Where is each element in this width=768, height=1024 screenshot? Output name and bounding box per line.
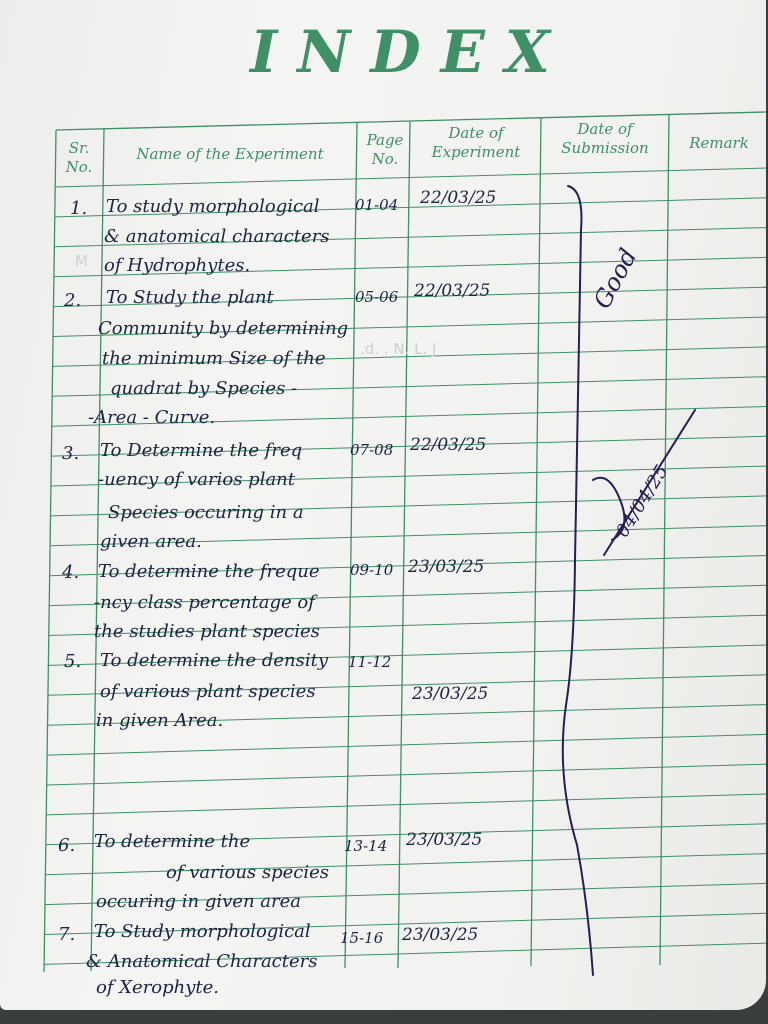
date-of-experiment: 23/03/25 [402,925,479,945]
date-of-experiment: 23/03/25 [412,684,489,704]
date-of-experiment: 23/03/25 [408,557,485,577]
page-no: 13-14 [344,837,388,855]
page-no: 15-16 [340,929,384,947]
experiment-name-line: To determine the [94,831,251,852]
page-no: 09-10 [350,561,394,579]
experiment-name-line: Species occuring in a [108,502,304,523]
sr-no: 6. [58,835,76,856]
sr-no: 4. [62,562,80,583]
date-of-experiment: 22/03/25 [414,281,491,301]
experiment-name-line: To Determine the freq [100,440,303,461]
experiment-name-line: To determine the freque [98,561,320,582]
page-title: INDEX [250,18,570,86]
page-no: 01-04 [355,196,399,214]
experiment-name-line: of Xerophyte. [96,977,220,998]
date-of-experiment: 22/03/25 [410,435,487,455]
experiment-name-line: & Anatomical Characters [86,951,318,972]
experiment-name-line: To study morphological [106,196,320,217]
experiment-name-line: -ncy class percentage of [94,592,315,613]
sr-no: 2. [64,290,82,311]
experiment-name-line: -Area - Curve. [88,407,216,428]
page-no: 07-08 [350,441,394,459]
date-of-experiment: 23/03/25 [406,830,483,850]
experiment-name-line: & anatomical characters [104,226,330,247]
page-no: 05-06 [355,288,399,306]
experiment-name-line: the minimum Size of the [102,348,326,369]
experiment-name-line: To determine the density [100,650,328,671]
experiment-name-line: of Hydrophytes. [104,255,251,276]
experiment-name-line: in given Area. [96,710,224,731]
experiment-name-line: To Study morphological [94,921,311,942]
show-through-text: .d. . N. L. J [360,340,437,358]
sr-no: 5. [64,651,82,672]
experiment-name-line: occuring in given area [96,891,301,912]
experiment-name-line: quadrat by Species - [110,378,298,399]
header-date-submission: Date of Submission [561,120,649,157]
header-page-no: Page No. [366,131,404,168]
date-of-experiment: 22/03/25 [420,188,497,208]
experiment-name-line: -uency of varios plant [98,469,296,490]
experiment-name-line: given area. [100,531,202,552]
header-date-experiment: Date of Experiment [431,124,521,161]
header-remark: Remark [689,134,749,152]
sr-no: 7. [58,924,76,945]
remark-comment: Good [588,243,643,314]
page-no: 11-12 [348,653,392,671]
experiment-name-line: Community by determining [98,318,349,339]
experiment-name-line: To Study the plant [106,287,274,308]
experiment-name-line: the studies plant species [94,621,320,642]
sr-no: 3. [62,443,80,464]
experiment-name-line: of various species [166,862,330,883]
header-experiment-name: Name of the Experiment [136,145,324,163]
header-sr-no: Sr. No. [65,139,93,176]
sr-no: 1. [70,198,88,219]
experiment-name-line: of various plant species [100,681,316,702]
show-through-text: M [75,252,88,270]
signature-date: 04/04/25 [612,461,673,542]
